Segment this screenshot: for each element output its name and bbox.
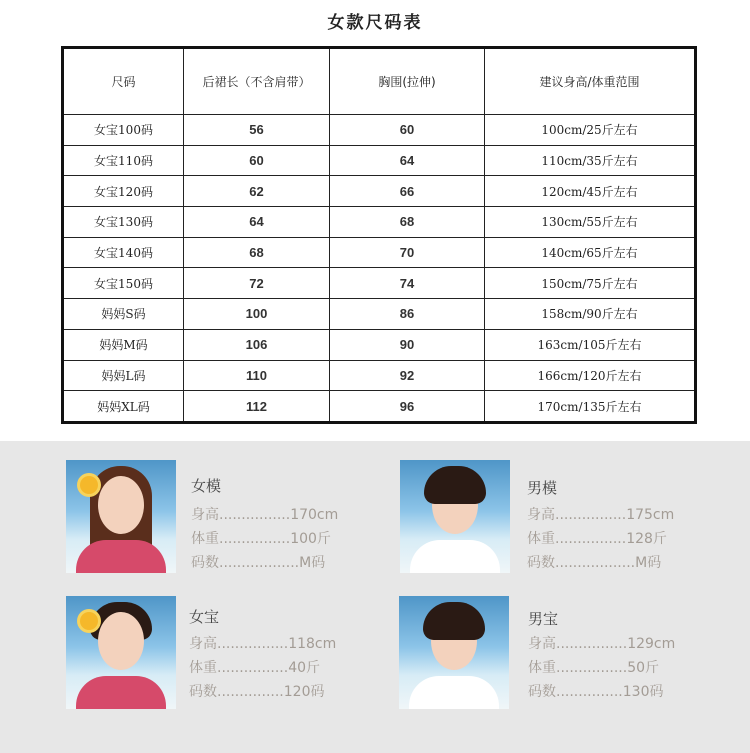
- cell-size: 女宝130码: [63, 207, 184, 238]
- cell-bust: 86: [330, 299, 485, 330]
- cell-back-length: 64: [184, 207, 330, 238]
- cell-size: 妈妈M码: [63, 329, 184, 360]
- table-row: [63, 299, 696, 330]
- header-height-weight: 建议身高/体重范围: [485, 48, 696, 115]
- cell-height-weight: 120cm/45斤左右: [485, 176, 696, 207]
- stat-label: 体重: [189, 660, 217, 676]
- table-row: [63, 115, 696, 146]
- stat-value: 129cm: [627, 636, 676, 652]
- cell-back-length: 112: [184, 391, 330, 423]
- stat-weight: [191, 528, 331, 548]
- cell-back-length: 110: [184, 360, 330, 391]
- table-row: [63, 207, 696, 238]
- cell-height-weight: 140cm/65斤左右: [485, 237, 696, 268]
- cell-height-weight: 163cm/105斤左右: [485, 329, 696, 360]
- stat-height: [527, 504, 674, 524]
- cell-back-length: 56: [184, 115, 330, 146]
- stat-label: 码数: [189, 684, 217, 700]
- cell-size: 妈妈XL码: [63, 391, 184, 423]
- stat-label: 体重: [528, 660, 556, 676]
- stat-height: [191, 504, 338, 524]
- cell-height-weight: 158cm/90斤左右: [485, 299, 696, 330]
- table-row: [63, 268, 696, 299]
- male-model-photo: [400, 460, 510, 573]
- stat-value: 170cm: [290, 507, 339, 523]
- cell-size: 妈妈S码: [63, 299, 184, 330]
- stat-value: 175cm: [626, 507, 675, 523]
- cell-back-length: 106: [184, 329, 330, 360]
- stat-label: 码数: [528, 684, 556, 700]
- cell-bust: 64: [330, 145, 485, 176]
- cell-size: 女宝100码: [63, 115, 184, 146]
- cell-size: 女宝120码: [63, 176, 184, 207]
- table-row: [63, 145, 696, 176]
- model-name: 女宝: [189, 608, 220, 626]
- cell-height-weight: 150cm/75斤左右: [485, 268, 696, 299]
- stat-label: 身高: [527, 507, 555, 523]
- stat-dots: ................: [555, 531, 627, 547]
- table-row: [63, 360, 696, 391]
- cell-bust: 66: [330, 176, 485, 207]
- stat-height: [189, 633, 336, 653]
- stat-weight: [189, 657, 320, 677]
- model-name: 男模: [527, 479, 558, 497]
- stat-value: 118cm: [288, 636, 337, 652]
- table-row: [63, 176, 696, 207]
- stat-size: [191, 552, 325, 572]
- page-title: 女款尺码表: [327, 13, 423, 33]
- boy-model-photo: [399, 596, 509, 709]
- cell-back-length: 62: [184, 176, 330, 207]
- stat-weight: [528, 657, 659, 677]
- stat-value: 130码: [622, 684, 664, 700]
- stat-label: 码数: [527, 555, 555, 571]
- model-name: 女模: [191, 477, 222, 495]
- header-bust: 胸围(拉伸): [330, 48, 485, 115]
- stat-dots: ................: [219, 507, 291, 523]
- cell-bust: 92: [330, 360, 485, 391]
- table-row: [63, 329, 696, 360]
- stat-value: 50斤: [627, 660, 660, 676]
- stat-value: M码: [299, 555, 326, 571]
- header-size: 尺码: [63, 48, 184, 115]
- cell-height-weight: 130cm/55斤左右: [485, 207, 696, 238]
- female-model-photo: [66, 460, 176, 573]
- stat-height: [528, 633, 675, 653]
- stat-value: 128斤: [626, 531, 667, 547]
- stat-dots: ................: [556, 660, 628, 676]
- cell-bust: 74: [330, 268, 485, 299]
- cell-bust: 60: [330, 115, 485, 146]
- table-header-row: [63, 48, 696, 115]
- cell-back-length: 68: [184, 237, 330, 268]
- cell-back-length: 72: [184, 268, 330, 299]
- cell-size: 妈妈L码: [63, 360, 184, 391]
- stat-value: 100斤: [290, 531, 331, 547]
- girl-model-photo: [66, 596, 176, 709]
- cell-size: 女宝110码: [63, 145, 184, 176]
- stat-dots: ..................: [555, 555, 636, 571]
- stat-size: [528, 681, 664, 701]
- stat-dots: ..................: [219, 555, 300, 571]
- stat-weight: [527, 528, 667, 548]
- table-row: [63, 391, 696, 423]
- stat-dots: ...............: [217, 684, 284, 700]
- cell-bust: 68: [330, 207, 485, 238]
- stat-value: 40斤: [288, 660, 321, 676]
- stat-dots: ................: [217, 660, 289, 676]
- stat-dots: ................: [556, 636, 628, 652]
- stat-label: 身高: [189, 636, 217, 652]
- stat-label: 体重: [527, 531, 555, 547]
- cell-height-weight: 170cm/135斤左右: [485, 391, 696, 423]
- stat-dots: ................: [219, 531, 291, 547]
- cell-height-weight: 100cm/25斤左右: [485, 115, 696, 146]
- cell-bust: 90: [330, 329, 485, 360]
- cell-height-weight: 166cm/120斤左右: [485, 360, 696, 391]
- cell-bust: 96: [330, 391, 485, 423]
- stat-dots: ................: [217, 636, 289, 652]
- stat-label: 体重: [191, 531, 219, 547]
- cell-back-length: 100: [184, 299, 330, 330]
- cell-size: 女宝150码: [63, 268, 184, 299]
- cell-size: 女宝140码: [63, 237, 184, 268]
- stat-dots: ...............: [556, 684, 623, 700]
- cell-height-weight: 110cm/35斤左右: [485, 145, 696, 176]
- stat-size: [527, 552, 661, 572]
- cell-bust: 70: [330, 237, 485, 268]
- table-row: [63, 237, 696, 268]
- stat-size: [189, 681, 325, 701]
- cell-back-length: 60: [184, 145, 330, 176]
- model-name: 男宝: [528, 610, 559, 628]
- stat-label: 码数: [191, 555, 219, 571]
- stat-label: 身高: [191, 507, 219, 523]
- stat-value: M码: [635, 555, 662, 571]
- stat-dots: ................: [555, 507, 627, 523]
- header-back-length: 后裙长（不含肩带）: [184, 48, 330, 115]
- stat-label: 身高: [528, 636, 556, 652]
- stat-value: 120码: [283, 684, 325, 700]
- size-chart-table: [61, 46, 697, 424]
